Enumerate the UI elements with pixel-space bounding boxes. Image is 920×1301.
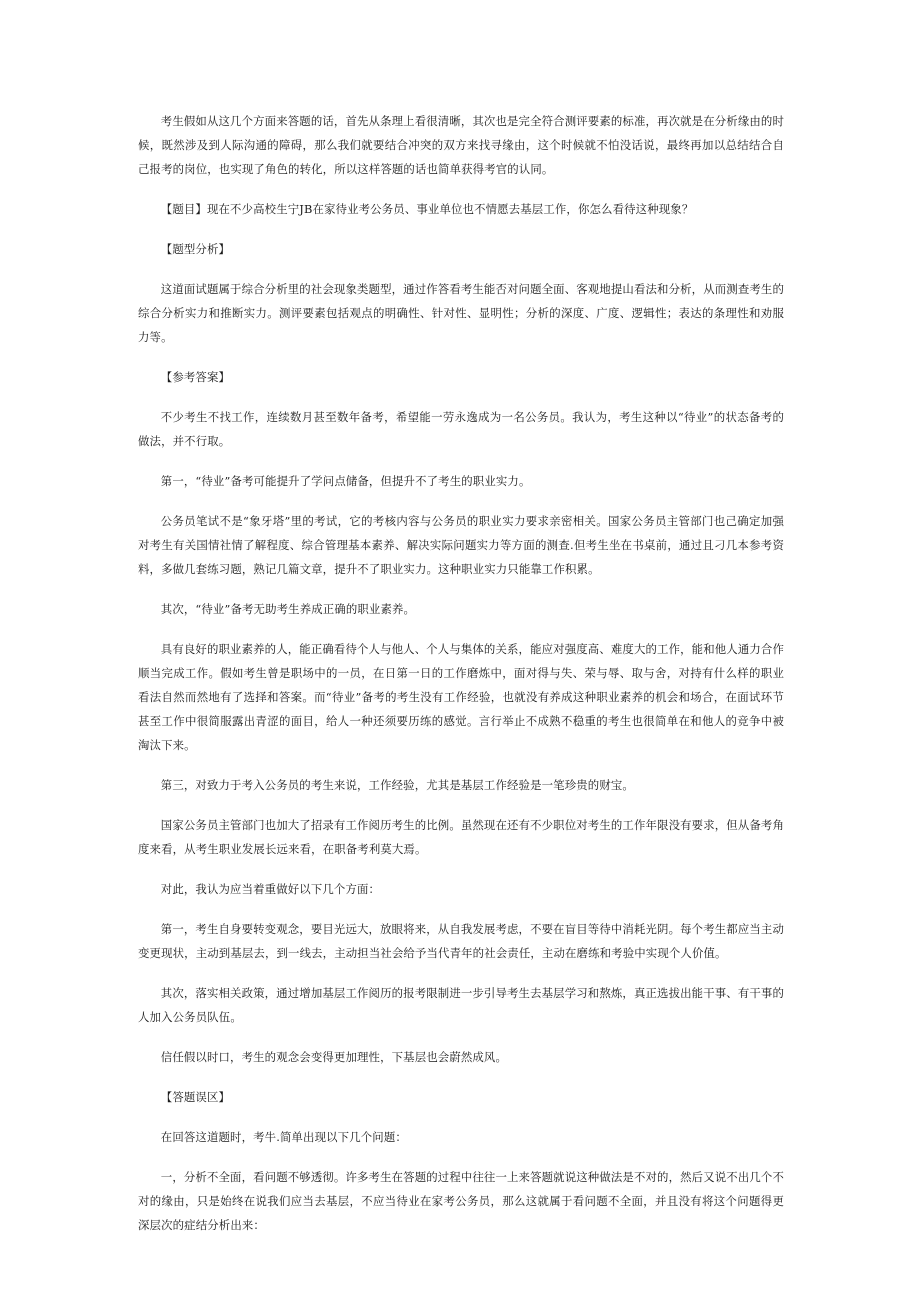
paragraph-measure-one: 第一，考生自身要转变观念，要目光远大，放眼将来，从自我发展考虑，不要在盲目等待中消耗光阴。每个考生都应当主动变更现状，主动到基层去，到一线去，主动担当社会给予当代青年的社会责任，主动在磨练和考验中实现个人价值。 [138,922,784,960]
paragraph-mistake-one: 一，分析不全面，看问题不够透彻。许多考生在答题的过程中往往一上来答题就说这种做法是不对的，然后又说不出几个不对的缘由，只是始终在说我们应当去基层，不应当待业在家考公务员，那么这就属于看问题不全面，并且没有将这个问题得更深层次的症结分析出来： [138,1170,784,1232]
paragraph-point-three-detail: 国家公务员主管部门也加大了招录有工作阅历考生的比例。虽然现在还有不少职位对考生的工作年限没有要求，但从备考角度来看，从考生职业发展长远来看，在职备考利莫大焉。 [138,818,784,856]
paragraph-conclusion: 信任假以时口，考生的观念会变得更加理性，下基层也会蔚然成风。 [160,1050,508,1064]
paragraph-analysis: 这道面试题属于综合分析里的社会现象类题型，通过作答看考生能否对问题全面、客观地提山看法和分析，从而测查考生的综合分析实力和推断实力。测评要素包括观点的明确性、针对性、显明性；分析的深度、广度、逻辑性；表达的条理性和劝服力等。 [138,282,784,344]
paragraph-measures-intro: 对此，我认为应当着重做好以下几个方面： [160,882,381,896]
document-body [138,109,784,1253]
paragraph-mistakes-intro: 在回答这道题时，考牛.简单出现以下几个问题： [160,1130,407,1144]
paragraph-point-one: 第一，“待业”备考可能提升了学问点储备，但提升不了考生的职业实力。 [160,474,531,488]
paragraph-measure-two: 其次，落实相关政策，通过增加基层工作阅历的报考限制进一步引导考生去基层学习和熬炼，真正选拔出能干事、有干事的人加入公务员队伍。 [138,986,784,1024]
paragraph-answer-opening: 不少考生不找工作，连续数月甚至数年备考，希望能一劳永逸成为一名公务员。我认为，考生这种以“待业”的状态备考的做法，并不行取。 [138,410,784,448]
paragraph-point-two: 其次，“待业”备考无助考生养成正确的职业素养。 [160,602,416,616]
paragraph-point-three: 第三，对致力于考入公务员的考生来说，工作经验，尤其是基层工作经验是一笔珍贵的财宝。 [160,778,634,792]
section-heading-mistakes: 【答题误区】 [160,1090,231,1104]
paragraph-point-two-detail: 具有良好的职业素养的人，能正确看待个人与他人、个人与集体的关系，能应对强度高、难度大的工作，能和他人通力合作顺当完成工作。假如考生曾是职场中的一员，在日第一日的工作磨炼中，面对得与失、荣与辱、取与舍，对持有什么样的职业看法自然而然地有了选择和答案。而“待业”备考的考生没有工作经验，也就没有养成这种职业素养的机会和场合，在面试环节甚至工作中很简服露出青涩的面目，给人一种还须要历练的感觉。言行举止不成熟不稳重的考生也很简单在和他人的竞争中被淘汰下来。 [138,642,784,752]
question-statement: 【题目】现在不少高校生宁JB在家待业考公务员、事业单位也不情愿去基层工作，你怎么看待这种现象？ [160,202,694,216]
paragraph-intro-summary: 考生假如从这几个方面来答题的话，首先从条理上看很清晰，其次也是完全符合测评要素的标准，再次就是在分析缘由的时候，既然涉及到人际沟通的障碍，那么我们就要结合冲突的双方来找寻缘由，这个时候就不怕没话说，最终再加以总结结合自己报考的岗位，也实现了角色的转化，所以这样答题的话也简单获得考官的认同。 [138,114,784,176]
paragraph-point-one-detail: 公务员笔试不是“象牙塔”里的考试，它的考核内容与公务员的职业实力要求亲密相关。国家公务员主管部门也己确定加强对考生有关国情社情了解程度、综合管理基本素养、解决实际问题实力等方面的测查.但考生坐在书桌前，通过且刁几本参考资料，多做几套练习题，熟记几篇文章，提升不了职业实力。这种职业实力只能靠工作积累。 [138,514,784,576]
section-heading-question-analysis: 【题型分析】 [160,242,231,256]
section-heading-reference-answer: 【参考答案】 [160,370,231,384]
